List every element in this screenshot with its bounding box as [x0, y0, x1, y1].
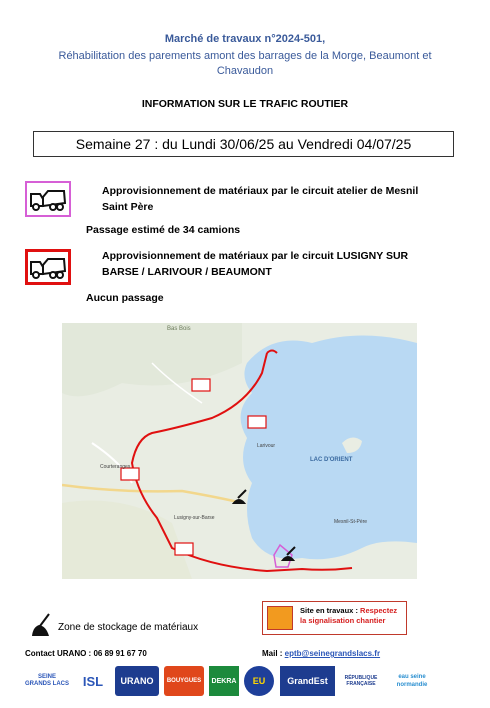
info-title: INFORMATION SUR LE TRAFIC ROUTIER — [141, 98, 349, 110]
roadworks-warning — [262, 601, 407, 635]
logo-eu: EU — [244, 666, 274, 696]
logo-republique: RÉPUBLIQUE FRANÇAISE — [344, 675, 378, 687]
logo-isl: ISL — [82, 673, 104, 689]
storage-legend — [27, 612, 227, 640]
project-description — [20, 49, 470, 79]
warning-text — [300, 606, 397, 626]
roadworks-sign-icon — [267, 606, 293, 630]
contact-mail — [262, 649, 380, 658]
storage-legend-label: Zone de stockage de matériaux — [58, 622, 199, 633]
warning-line2-red: la signalisation chantier — [300, 616, 386, 625]
contract-title: Marché de travaux n°2024-501, — [164, 33, 326, 45]
route1-label-line2: Saint Père — [102, 201, 154, 213]
map-label-larivour: Larivour — [257, 443, 276, 449]
mail-link[interactable]: eptb@seinegrandslacs.fr — [284, 649, 381, 658]
logo-urano: URANO — [115, 666, 159, 696]
project-description-line1: Réhabilitation des parements amont des barrages de la Morge, Beaumont et — [58, 50, 432, 62]
logo-bouygues: BOUYGUES — [164, 666, 204, 696]
logo-grand-est: GrandEst — [280, 666, 335, 696]
route1-label — [102, 183, 462, 215]
route1-truck-icon — [25, 181, 71, 217]
route2-label-line2: BARSE / LARIVOUR / BEAUMONT — [102, 266, 272, 278]
map-label-courteranges: Courteranges — [100, 464, 131, 470]
warning-line1-red: Respectez — [360, 606, 398, 615]
route2-label-line1: Approvisionnement de matériaux par le circuit LUSIGNY SUR — [102, 250, 409, 262]
route1-note: Passage estimé de 34 camions — [86, 224, 241, 236]
route2-label — [102, 248, 462, 280]
storage-shovel-icon — [29, 612, 55, 638]
map-label-lusigny: Lusigny-sur-Barse — [174, 515, 215, 521]
route2-note: Aucun passage — [86, 292, 164, 304]
route1-label-line1: Approvisionnement de matériaux par le circuit atelier de Mesnil — [102, 185, 419, 197]
map-label-mesnil: Mesnil-St-Père — [334, 519, 368, 525]
logo-seine-grands-lacs: SEINE GRANDS LACS — [25, 674, 70, 687]
contact-phone: Contact URANO : 06 89 91 67 70 — [25, 649, 147, 658]
warning-line1: Site en travaux : — [300, 606, 361, 615]
route-map — [62, 323, 417, 579]
map-label-bas-bois: Bas Bois — [167, 326, 191, 332]
project-description-line2: Chavaudon — [216, 65, 274, 77]
logo-dekra: DEKRA — [209, 666, 239, 696]
map-label-lac: LAC D'ORIENT — [310, 457, 353, 463]
mail-label: Mail : — [262, 649, 285, 658]
week-box: Semaine 27 : du Lundi 30/06/25 au Vendredi 04/07/25 — [33, 131, 454, 157]
logo-eau-seine-normandie: eau seine normandie — [396, 674, 428, 688]
route2-truck-icon — [25, 249, 71, 285]
